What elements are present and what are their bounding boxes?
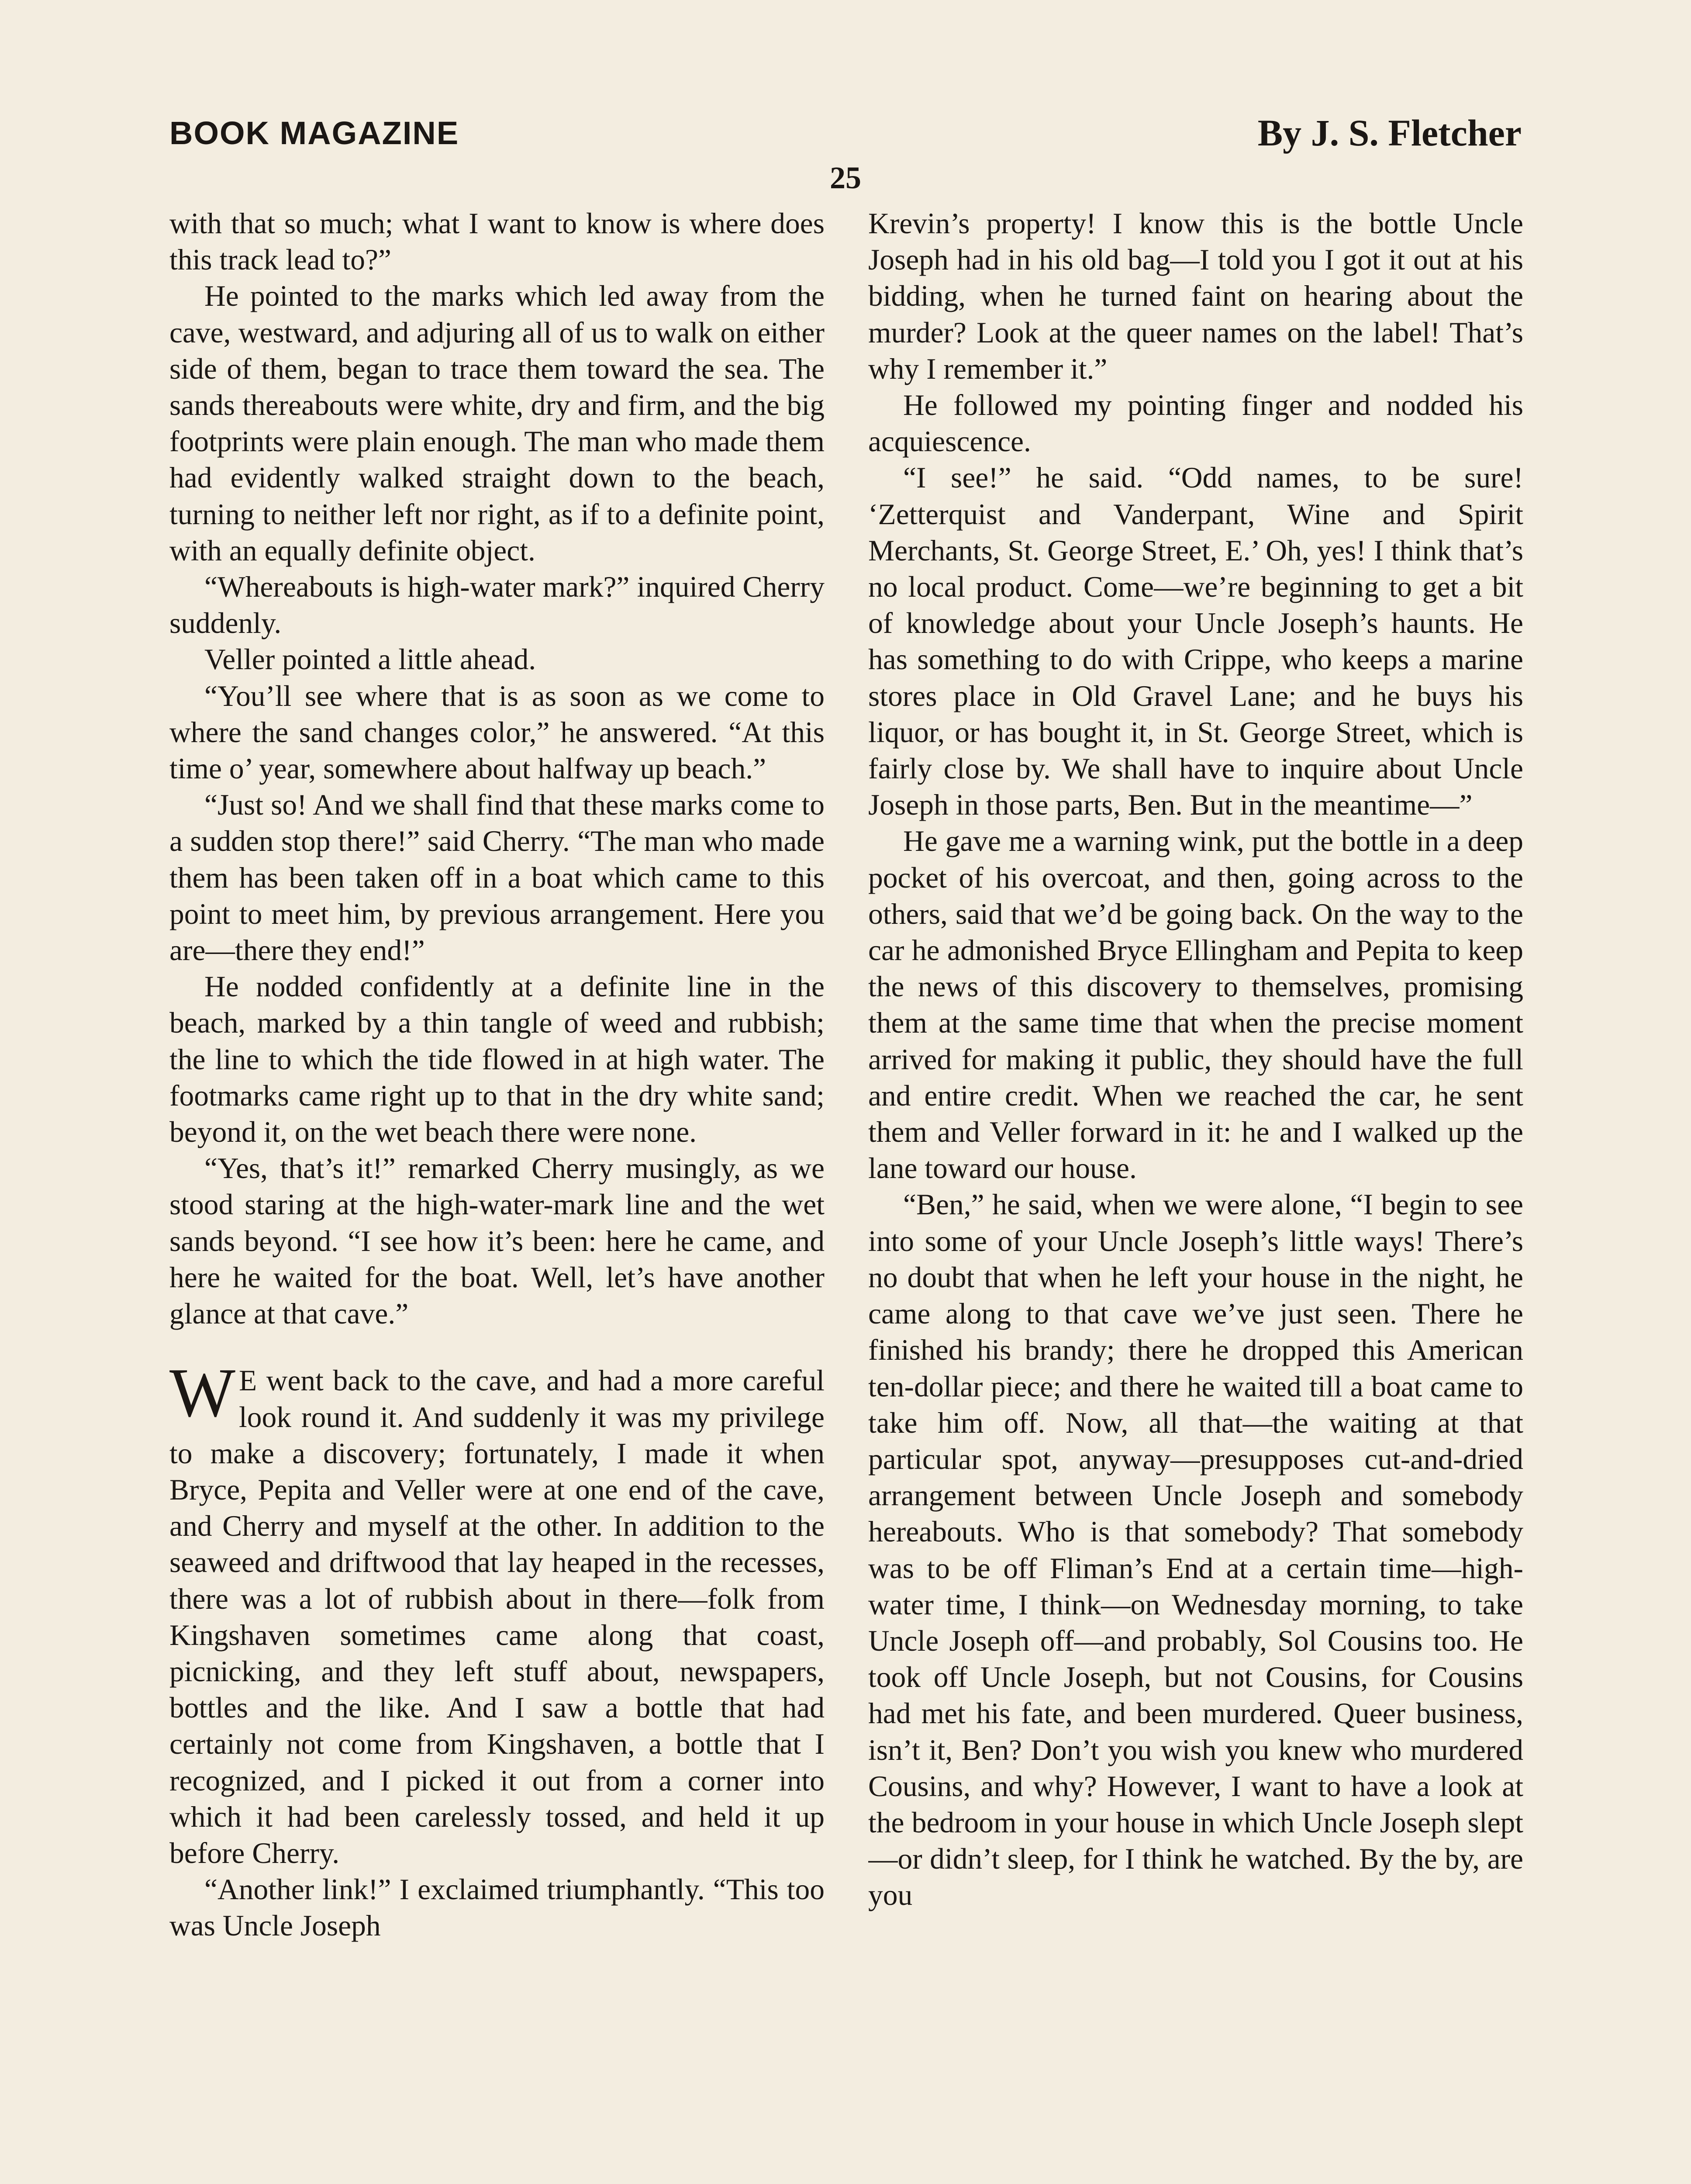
paragraph: He gave me a warning wink, put the bottle in a deep pocket of his overcoat, and then, going across to the others, said that we’d be going back. On the way to the car he admonished Bryce Ellingham and Pepita to keep the news of this discovery to themselves, promising them at the same time that when the precise moment arrived for making it public, they should have the full and entire credit. When we reached the car, he sent them and Veller forward in it: he and I walked up the lane toward our house. bbox=[868, 825, 1523, 1185]
paragraph: “Yes, that’s it!” remarked Cherry musingly, as we stood staring at the high-water-mark line and the wet sands beyond. “I see how it’s been: here he came, and here he waited for the boat. Well, let’s have another glance at that cave.” bbox=[169, 1152, 825, 1330]
paragraph: “Just so! And we shall find that these marks come to a sudden stop there!” said Cherry. “The man who made them has been taken off in a boat which came to this point to meet him, by previous arrangement. Here you are—there they end!” bbox=[169, 788, 825, 967]
paragraph: “I see!” he said. “Odd names, to be sure! ‘Zetterquist and Vanderpant, Wine and Spirit Merchants, St. George Street, E.’ Oh, yes! I think that’s no local product. Come—we’re beginning to get a bit of knowledge about your Uncle Joseph’s haunts. He has something to do with Crippe, who keeps a marine stores place in Old Gravel Lane; and he buys his liquor, or has bought it, in St. George Street, which is fairly close by. We shall have to inquire about Uncle Joseph in those parts, Ben. But in the meantime—” bbox=[868, 461, 1523, 822]
magazine-title: BOOK MAGAZINE bbox=[169, 115, 459, 151]
drop-cap: W bbox=[169, 1354, 236, 1432]
paragraph: Veller pointed a little ahead. bbox=[204, 643, 536, 676]
paragraph: “Whereabouts is high-water mark?” inquired Cherry suddenly. bbox=[169, 570, 825, 640]
paragraph: He followed my pointing finger and nodded his acquiescence. bbox=[868, 389, 1523, 458]
right-text-column bbox=[868, 205, 1523, 2184]
section-paragraph bbox=[169, 1354, 825, 1871]
paragraph: He nodded confidently at a definite line in the beach, marked by a thin tangle of weed and rubbish; the line to which the tide flowed in at high water. The footmarks came right up to that in the dry white sand; beyond it, on the wet beach there were none. bbox=[169, 970, 825, 1149]
author-byline: By J. S. Fletcher bbox=[1257, 112, 1522, 154]
section-paragraph-text: E went back to the cave, and had a more careful look round it. And suddenly it was my privilege to make a discovery; fortunately, I made it when Bryce, Pepita and Veller were at one end of the cave, and Cherry and myself at the other. In addition to the seaweed and driftwood that lay heaped in the recesses, there was a lot of rubbish about in there—folk from Kingshaven sometimes came along that coast, picnicking, and they left stuff about, newspapers, bottles and the like. And I saw a bottle that had certainly not come from Kingshaven, a bottle that I recognized, and I picked it out from a corner into which it had been carelessly tossed, and held it up before Cherry. bbox=[169, 1364, 825, 1870]
paragraph: “Another link!” I exclaimed triumphantly. “This too was Uncle Joseph bbox=[169, 1873, 825, 1942]
page-number: 25 bbox=[830, 160, 861, 195]
left-text-column bbox=[169, 205, 825, 2184]
paragraph: “Ben,” he said, when we were alone, “I begin to see into some of your Uncle Joseph’s little ways! There’s no doubt that when he left your house in the night, he came along to that cave we’ve just seen. There he finished his brandy; there he dropped this American ten-dollar piece; and there he waited till a boat came to take him off. Now, all that—the waiting at that particular spot, anyway—presupposes cut-and-dried arrangement between Uncle Joseph and somebody hereabouts. Who is that somebody? That somebody was to be off Fliman’s End at a certain time—high-water time, I think—on Wednesday morning, to take Uncle Joseph off—and probably, Sol Cousins too. He took off Uncle Joseph, but not Cousins, for Cousins had met his fate, and been murdered. Queer business, isn’t it, Ben? Don’t you wish you knew who murdered Cousins, and why? However, I want to have a look at the bedroom in your house in which Uncle Joseph slept—or didn’t sleep, for I think he watched. By the by, are you bbox=[868, 1188, 1523, 1912]
paragraph: He pointed to the marks which led away from the cave, westward, and adjuring all of us to walk on either side of them, began to trace them toward the sea. The sands thereabouts were white, dry and firm, and the big footprints were plain enough. The man who made them had evidently walked straight down to the beach, turning to neither left nor right, as if to a definite point, with an equally definite object. bbox=[169, 280, 825, 567]
paragraph: “You’ll see where that is as soon as we come to where the sand changes color,” he answered. “At this time o’ year, somewhere about halfway up beach.” bbox=[169, 679, 825, 785]
paragraph: Krevin’s property! I know this is the bottle Uncle Joseph had in his old bag—I told you I got it out at his bidding, when he turned faint on hearing about the murder? Look at the queer names on the label! That’s why I remember it.” bbox=[868, 207, 1523, 385]
paragraph: with that so much; what I want to know is where does this track lead to?” bbox=[169, 207, 825, 276]
